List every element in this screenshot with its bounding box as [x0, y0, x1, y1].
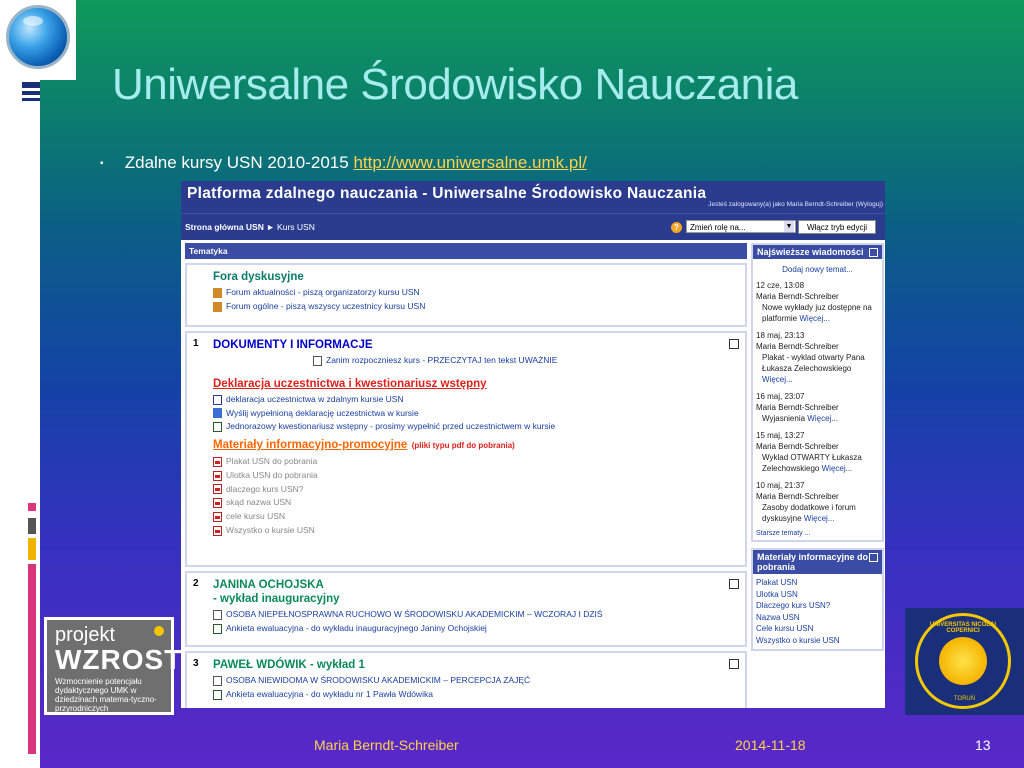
- section-number: 2: [193, 578, 199, 589]
- footer-page-number: 13: [975, 737, 991, 753]
- bullet-text: Zdalne kursy USN 2010-2015: [124, 153, 349, 172]
- document-icon: [213, 676, 222, 686]
- list-item[interactable]: Ulotka USN do pobrania: [213, 470, 745, 481]
- pdf-note: (pliki typu pdf do pobrania): [411, 441, 515, 450]
- material-link[interactable]: Wszystko o kursie USN: [756, 635, 840, 645]
- list-item[interactable]: cele kursu USN: [213, 511, 745, 522]
- questionnaire-icon: [213, 624, 222, 634]
- highlight-checkbox-icon[interactable]: [729, 579, 739, 589]
- list-item[interactable]: Forum aktualności - piszą organizatorzy kursu USN: [213, 287, 745, 298]
- section-number: 3: [193, 658, 199, 669]
- add-topic-link[interactable]: Dodaj nowy temat...: [782, 265, 853, 274]
- questionnaire-icon: [213, 690, 222, 700]
- more-link[interactable]: Więcej...: [762, 375, 793, 384]
- news-item: 10 maj, 21:37 Maria Berndt-Schreiber Zasoby dodatkowe i forum dyskusyjne Więcej...: [756, 481, 856, 523]
- slide-title: Uniwersalne Środowisko Nauczania: [112, 60, 798, 109]
- breadcrumb-course: Kurs USN: [277, 222, 315, 232]
- footer-author: Maria Berndt-Schreiber: [314, 737, 459, 753]
- material-link[interactable]: Dlaczego kurs USN?: [756, 601, 831, 610]
- section-1: [185, 331, 747, 567]
- section-1-title: DOKUMENTY I INFORMACJE: [213, 339, 373, 351]
- section-3-title: PAWEŁ WDÓWIK - wykład 1: [213, 659, 365, 671]
- more-link[interactable]: Więcej...: [803, 514, 835, 523]
- usn-link[interactable]: http://www.uniwersalne.umk.pl/: [353, 153, 587, 172]
- more-link[interactable]: Więcej...: [799, 314, 831, 323]
- forum-icon: [213, 302, 222, 312]
- globe-icon: [6, 5, 70, 69]
- resource-icon: [213, 395, 222, 405]
- list-item[interactable]: skąd nazwa USN: [213, 497, 745, 508]
- materials-block-header: Materiały informacyjne do pobrania: [753, 550, 882, 574]
- sun-icon: [939, 637, 987, 685]
- list-item[interactable]: Wszystko o kursie USN: [213, 525, 745, 536]
- bullet-icon: ▪: [100, 158, 104, 170]
- pdf-icon: [213, 457, 222, 467]
- older-topics-link[interactable]: Starsze tematy ...: [756, 530, 811, 537]
- side-mark-yellow: [28, 538, 36, 560]
- moodle-header-title: Platforma zdalnego nauczania - Uniwersalne Środowisko Nauczania: [187, 185, 707, 202]
- section-0-title: Fora dyskusyjne: [213, 271, 304, 283]
- section-2-title: JANINA OCHOJSKA: [213, 579, 324, 591]
- news-block-header: Najświeższe wiadomości: [753, 245, 882, 259]
- more-link[interactable]: Więcej...: [807, 414, 838, 423]
- breadcrumb-home[interactable]: Strona główna USN: [185, 222, 264, 232]
- material-link[interactable]: Nazwa USN: [756, 612, 800, 622]
- chevron-down-icon: ▼: [785, 223, 793, 230]
- questionnaire-icon: [213, 422, 222, 432]
- side-mark-gray: [28, 518, 36, 534]
- side-mark-red-1: [28, 503, 36, 511]
- collapse-icon[interactable]: [869, 248, 878, 257]
- document-icon: [213, 610, 222, 620]
- material-link[interactable]: Ulotka USN: [756, 589, 798, 599]
- document-icon: [313, 356, 322, 366]
- section-3: [185, 651, 747, 708]
- materials-block: [751, 548, 884, 651]
- pdf-icon: [213, 526, 222, 536]
- right-column: [751, 243, 884, 657]
- topics-header: Tematyka: [185, 243, 747, 259]
- highlight-checkbox-icon[interactable]: [729, 659, 739, 669]
- moodle-navbar: [181, 213, 885, 240]
- section-2-title-2: - wykład inauguracyjny: [213, 593, 340, 605]
- moodle-header: [181, 181, 885, 213]
- news-item: 12 cze, 13:08 Maria Berndt-Schreiber Nowe wykłady juz dostępne na platformie Więcej...: [756, 281, 872, 323]
- list-item[interactable]: Plakat USN do pobrania: [213, 456, 745, 467]
- section-1-subtitle: Deklaracja uczestnictwa i kwestionariusz wstępny: [213, 377, 487, 390]
- list-item[interactable]: deklaracja uczestnictwa w zdalnym kursie USN: [213, 394, 745, 405]
- role-select[interactable]: [686, 220, 796, 233]
- logo-box: [0, 0, 76, 80]
- list-item[interactable]: dlaczego kurs USN?: [213, 484, 745, 495]
- bullet-line: [100, 153, 587, 173]
- collapse-icon[interactable]: [869, 553, 878, 562]
- more-link[interactable]: Więcej...: [821, 464, 853, 473]
- role-select-value: Zmień rolę na...: [690, 223, 746, 232]
- news-item: 18 maj, 23:13 Maria Berndt-Schreiber Plakat - wyklad otwarty Pana Łukasza Zelechowskiego Więcej...: [756, 331, 865, 384]
- topics-column: [185, 243, 747, 708]
- news-item: 16 maj, 23:07 Maria Berndt-Schreiber Wyjasnienia Więcej...: [756, 392, 839, 423]
- list-item[interactable]: Zanim rozpoczniesz kurs - PRZECZYTAJ ten tekst UWAŻNIE: [313, 355, 745, 366]
- section-0: [185, 263, 747, 327]
- assignment-icon: [213, 408, 222, 418]
- list-item[interactable]: OSOBA NIEWIDOMA W ŚRODOWISKU AKADEMICKIM – PERCEPCJA ZAJĘĆ: [213, 675, 745, 686]
- section-1-subtitle-2: Materiały informacyjno-promocyjne: [213, 439, 408, 451]
- pdf-icon: [213, 484, 222, 494]
- forum-icon: [213, 288, 222, 298]
- pdf-icon: [213, 498, 222, 508]
- news-item: 15 maj, 13:27 Maria Berndt-Schreiber Wyklad OTWARTY Łukasza Zelechowskiego Więcej...: [756, 431, 862, 473]
- highlight-checkbox-icon[interactable]: [729, 339, 739, 349]
- list-item[interactable]: Ankieta ewaluacyjna - do wykładu inauguracyjnego Janiny Ochojskiej: [213, 623, 745, 634]
- star-icon: [154, 626, 164, 636]
- material-link[interactable]: Plakat USN: [756, 578, 798, 587]
- umk-seal-logo: UNIVERSITAS NICOLAI COPERNICI TORUŃ: [905, 608, 1024, 715]
- list-item[interactable]: Ankieta ewaluacyjna - do wykładu nr 1 Pawła Wdówika: [213, 689, 745, 700]
- section-number: 1: [193, 338, 199, 349]
- login-info[interactable]: Jesteś zalogowany(a) jako Maria Berndt-Schreiber (Wyloguj): [708, 201, 883, 208]
- pdf-icon: [213, 471, 222, 481]
- projekt-wzrost-logo: projekt WZROST Wzmocnienie potencjału dydaktycznego UMK w dziedzinach matema-tyczno-przyrodniczych: [44, 617, 174, 715]
- list-item[interactable]: OSOBA NIEPEŁNOSPRAWNA RUCHOWO W ŚRODOWISKU AKADEMICKIM – WCZORAJ I DZIŚ: [213, 609, 745, 620]
- footer-date: 2014-11-18: [735, 737, 806, 753]
- material-link[interactable]: Cele kursu USN: [756, 624, 814, 633]
- breadcrumb: [185, 222, 315, 232]
- breadcrumb-separator-icon: ►: [266, 222, 275, 232]
- moodle-screenshot: [181, 181, 885, 708]
- list-item[interactable]: Wyślij wypełnioną deklarację uczestnictwa w kursie: [213, 408, 745, 419]
- side-mark-red-2: [28, 564, 36, 754]
- section-2: [185, 571, 747, 647]
- edit-mode-button[interactable]: Włącz tryb edycji: [798, 220, 876, 234]
- help-icon[interactable]: ?: [671, 222, 682, 233]
- news-block: [751, 243, 884, 542]
- list-item[interactable]: Jednorazowy kwestionariusz wstępny - prosimy wypełnić przed uczestnictwem w kursie: [213, 421, 745, 432]
- pdf-icon: [213, 512, 222, 522]
- list-item[interactable]: Forum ogólne - piszą wszyscy uczestnicy kursu USN: [213, 301, 745, 312]
